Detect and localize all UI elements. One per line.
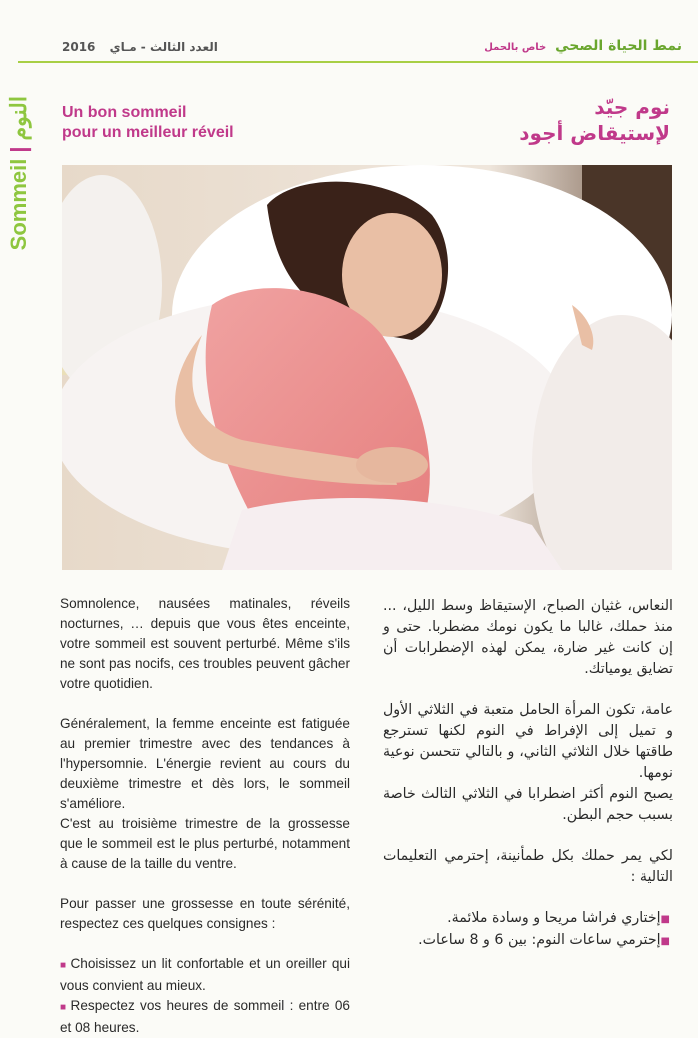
fr-bullet: ■ Respectez vos heures de sommeil : entre 06 et 08 heures. <box>60 998 350 1035</box>
photo-illustration <box>62 165 672 570</box>
fr-bullet: ■ Choisissez un lit confortable et un oreiller qui vous convient au mieux. <box>60 956 350 993</box>
magazine-name <box>484 38 682 54</box>
page-header <box>18 40 688 62</box>
ar-paragraph: عامة، تكون المرأة الحامل متعبة في الثلاثي الأول و تميل إلى الإفراط في النوم لكنها تسترجع طاقتها خلال الثلاثي الثاني، و بالتالي تتحسن نوعية نومها. <box>383 702 673 781</box>
ar-bullet: ■إحترمي ساعات النوم: بين 6 و 8 ساعات. <box>418 932 670 948</box>
ar-bullet: ■إختاري فراشا مريحا و وسادة ملائمة. <box>447 910 670 926</box>
bullet-icon: ■ <box>60 1002 68 1013</box>
section-label-ar: النوم <box>6 96 31 141</box>
section-separator: | <box>6 146 31 153</box>
header-divider <box>18 61 698 63</box>
ar-paragraph: النعاس، غثيان الصباح، الإستيقاظ وسط الليل، ... منذ حملك، غالبا ما يكون نومك مضطربا. حتى و إن كانت غير ضارة، يمكن لهذه الإضطرابات أن تضايق يومياتك. <box>383 598 673 677</box>
french-article <box>60 594 350 1038</box>
french-title: Un bon sommeil pour un meilleur réveil <box>62 104 234 141</box>
arabic-article <box>383 596 673 952</box>
fr-paragraph: Pour passer une grossesse en toute sérénité, respectez ces quelques consignes : <box>60 896 350 931</box>
arabic-title: نوم جيّد لإستيقاض أجود <box>519 95 670 145</box>
issue-year: 2016 <box>62 40 96 54</box>
issue-info <box>62 40 218 54</box>
fr-paragraph: Généralement, la femme enceinte est fatiguée au premier trimestre avec des tendances à l'hypersomnie. L'énergie revient au cours du deuxième trimestre et dès lors, le sommeil s'améliore. <box>60 716 350 811</box>
section-label <box>6 96 46 336</box>
issue-label: العدد الثالث - مـاي <box>109 40 218 54</box>
ar-paragraph: يصبح النوم أكثر اضطرابا في الثلاثي الثالث خاصة بسبب حجم البطن. <box>383 786 673 823</box>
fr-paragraph: Somnolence, nausées matinales, réveils nocturnes, … depuis que vous êtes enceinte, votre sommeil est souvent perturbé. Même s'ils ne sont pas nocifs, ces troubles peuvent gâcher votre quotidien. <box>60 596 350 691</box>
ar-paragraph: لكي يمر حملك بكل طمأنينة، إحترمي التعليمات التالية : <box>383 848 673 885</box>
magazine-title: نمط الحياة الصحي <box>555 38 682 54</box>
bullet-icon: ■ <box>660 914 670 925</box>
section-label-fr: Sommeil <box>6 158 31 251</box>
fr-paragraph: C'est au troisième trimestre de la grossesse que le sommeil est le plus perturbé, notamment à cause de la taille du ventre. <box>60 816 350 871</box>
magazine-subtitle: خاص بالحمل <box>484 42 547 53</box>
bullet-icon: ■ <box>60 960 68 971</box>
sleeping-woman-photo <box>62 165 672 570</box>
bullet-icon: ■ <box>660 936 670 947</box>
